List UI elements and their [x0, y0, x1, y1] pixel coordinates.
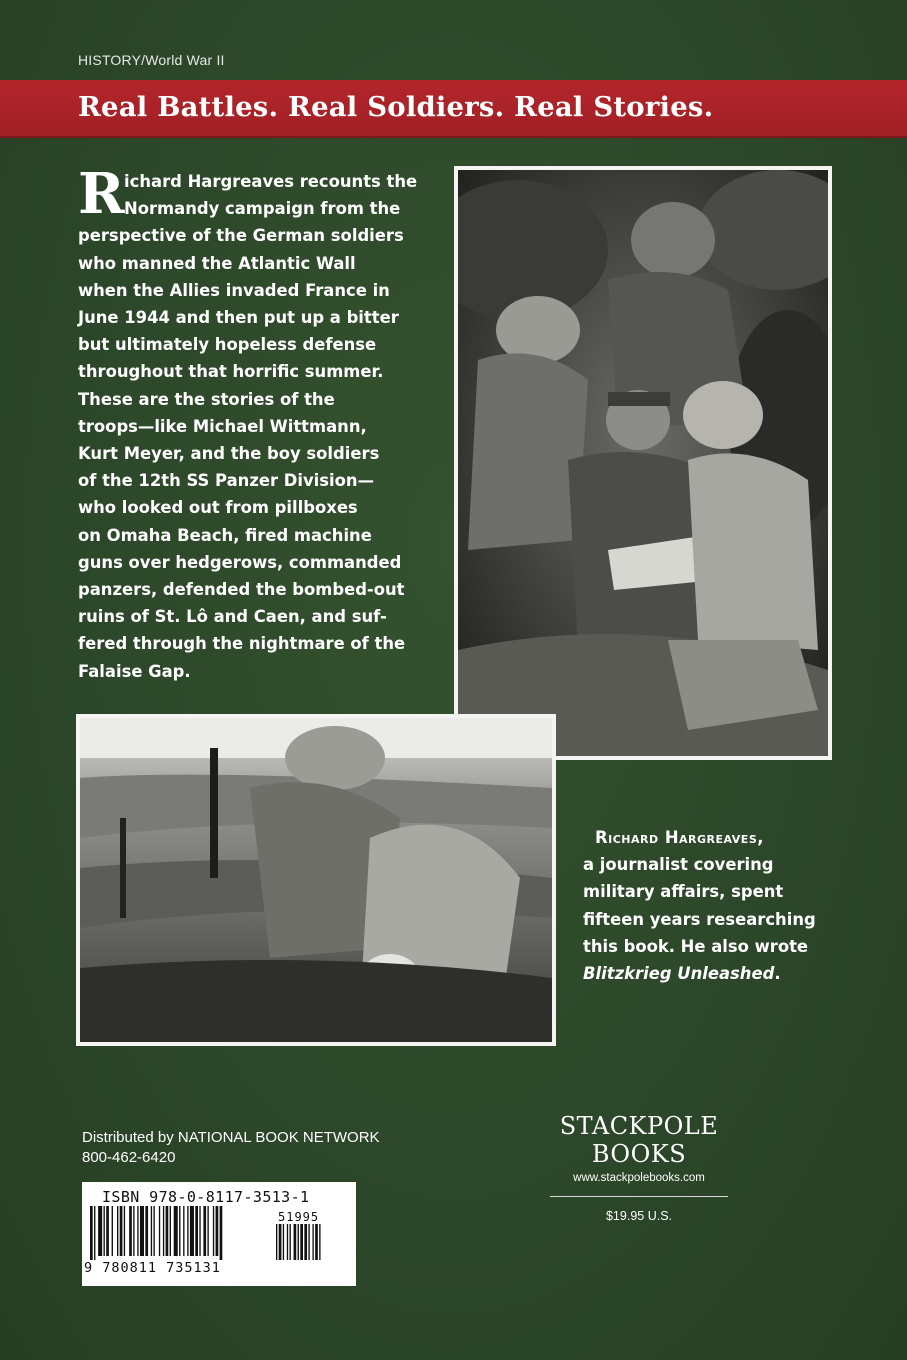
- barcode-bar: [106, 1206, 109, 1256]
- barcode-bar: [129, 1206, 132, 1256]
- blurb-line: perspective of the German soldiers: [78, 226, 404, 246]
- author-name: Richard Hargreaves: [595, 828, 758, 847]
- barcode-addon-bar: [308, 1224, 309, 1260]
- barcode-bar: [187, 1206, 188, 1256]
- barcode-bar: [117, 1206, 118, 1256]
- barcode-addon-bar: [300, 1224, 303, 1260]
- blurb-line: who manned the Atlantic Wall: [78, 253, 356, 273]
- barcode-addon-bar: [304, 1224, 307, 1260]
- barcode-addon-bar: [315, 1224, 318, 1260]
- bio-line: military affairs, spent: [583, 882, 784, 902]
- barcode-addon-bar: [312, 1224, 313, 1260]
- blurb-line: June 1944 and then put up a bitter: [78, 308, 399, 328]
- blurb-line: ichard Hargreaves recounts the: [124, 172, 418, 191]
- barcode-addon-bar: [287, 1224, 288, 1260]
- barcode-bar: [170, 1206, 171, 1256]
- publisher-name-line2: BOOKS: [591, 1140, 687, 1168]
- barcode-addon-bar: [294, 1224, 297, 1260]
- blurb-line: These are the stories of the: [78, 389, 335, 409]
- tagline-text: Real Battles. Real Soldiers. Real Stories.: [78, 91, 714, 123]
- bio-line: this book. He also wrote: [583, 936, 809, 956]
- publisher-url: www.stackpolebooks.com: [573, 1172, 705, 1184]
- bio-line: [583, 824, 843, 851]
- barcode-bar: [145, 1206, 148, 1256]
- drop-cap: R: [78, 161, 125, 227]
- bio-punct: .: [774, 964, 781, 984]
- barcode-bar: [213, 1206, 214, 1256]
- distributor-line: Distributed by NATIONAL BOOK NETWORK: [82, 1129, 380, 1146]
- book-blurb: [78, 161, 430, 685]
- barcode-bar: [183, 1206, 184, 1256]
- blurb-line: Normandy campaign from the: [124, 199, 401, 219]
- barcode-bar: [104, 1206, 105, 1256]
- blurb-line: throughout that horrific summer.: [78, 362, 384, 382]
- barcode-digits: 9 780811 735131: [84, 1260, 221, 1276]
- barcode-bar: [90, 1206, 93, 1260]
- blurb-line: Kurt Meyer, and the boy soldiers: [78, 444, 380, 464]
- blurb-line: ruins of St. Lô and Caen, and suf-: [78, 607, 387, 627]
- blurb-line: of the 12th SS Panzer Division—: [78, 471, 374, 491]
- barcode-bar: [190, 1206, 194, 1256]
- barcode-bar: [166, 1206, 169, 1256]
- bio-punct: ,: [757, 828, 764, 847]
- blurb-line: but ultimately hopeless defense: [78, 335, 377, 355]
- divider: [550, 1196, 728, 1197]
- price-label: $19.95 U.S.: [605, 1209, 672, 1223]
- barcode-bar: [120, 1206, 123, 1256]
- barcode-bar: [207, 1206, 208, 1256]
- blurb-line: troops—like Michael Wittmann,: [78, 416, 367, 436]
- barcode-bar: [220, 1206, 223, 1260]
- barcode-bar: [179, 1206, 180, 1256]
- photo-image: [458, 170, 828, 756]
- barcode-addon-bar: [279, 1224, 282, 1260]
- barcode-bar: [137, 1206, 138, 1256]
- isbn-barcode: [82, 1182, 356, 1286]
- barcode-bar: [94, 1206, 95, 1260]
- barcode-bar: [112, 1206, 113, 1256]
- soldiers-in-grass-photo: [76, 714, 556, 1046]
- tagline-banner: [0, 80, 907, 138]
- distributor-phone: 800-462-6420: [82, 1149, 176, 1166]
- barcode-addon-bar: [283, 1224, 284, 1260]
- blurb-line: panzers, defended the bombed-out: [78, 580, 405, 600]
- barcode-addon-bar: [276, 1224, 277, 1260]
- blurb-line: on Omaha Beach, fired machine: [78, 525, 372, 545]
- author-bio: [583, 824, 843, 987]
- book-title: Blitzkrieg Unleashed: [583, 964, 775, 984]
- publisher-logo: [550, 1112, 728, 1223]
- blurb-line: who looked out from pillboxes: [78, 498, 358, 518]
- barcode-bar: [203, 1206, 206, 1256]
- barcode-addon-bar: [319, 1224, 320, 1260]
- blurb-line: when the Allies invaded France in: [78, 280, 390, 300]
- category-label: HISTORY/World War II: [78, 52, 225, 68]
- barcode-bar: [151, 1206, 152, 1256]
- barcode-bar: [133, 1206, 134, 1256]
- bio-line: [583, 960, 843, 987]
- blurb-line: Falaise Gap.: [78, 661, 191, 681]
- barcode-addon-bar: [298, 1224, 299, 1260]
- distribution-info: [82, 1128, 380, 1168]
- publisher-name-line1: STACKPOLE: [559, 1112, 719, 1140]
- barcode-bar: [163, 1206, 164, 1256]
- barcode-bar: [199, 1206, 200, 1256]
- barcode-bar: [195, 1206, 198, 1256]
- barcode-bar: [159, 1206, 160, 1256]
- barcode-bar: [140, 1206, 144, 1256]
- barcode-bar: [98, 1206, 102, 1256]
- barcode-bar: [216, 1206, 219, 1256]
- isbn-label: ISBN 978-0-8117-3513-1: [102, 1188, 310, 1206]
- blurb-line: fered through the nightmare of the: [78, 634, 406, 654]
- price-code: 51995: [278, 1210, 320, 1224]
- bio-line: a journalist covering: [583, 855, 774, 875]
- barcode-addon-bar: [290, 1224, 291, 1260]
- soldiers-reading-map-photo: [454, 166, 832, 760]
- photo-image: [80, 718, 552, 1042]
- barcode-bar: [124, 1206, 125, 1256]
- barcode-bar: [153, 1206, 154, 1256]
- blurb-line: guns over hedgerows, commanded: [78, 552, 402, 572]
- bio-line: fifteen years researching: [583, 909, 816, 929]
- barcode-bar: [174, 1206, 178, 1256]
